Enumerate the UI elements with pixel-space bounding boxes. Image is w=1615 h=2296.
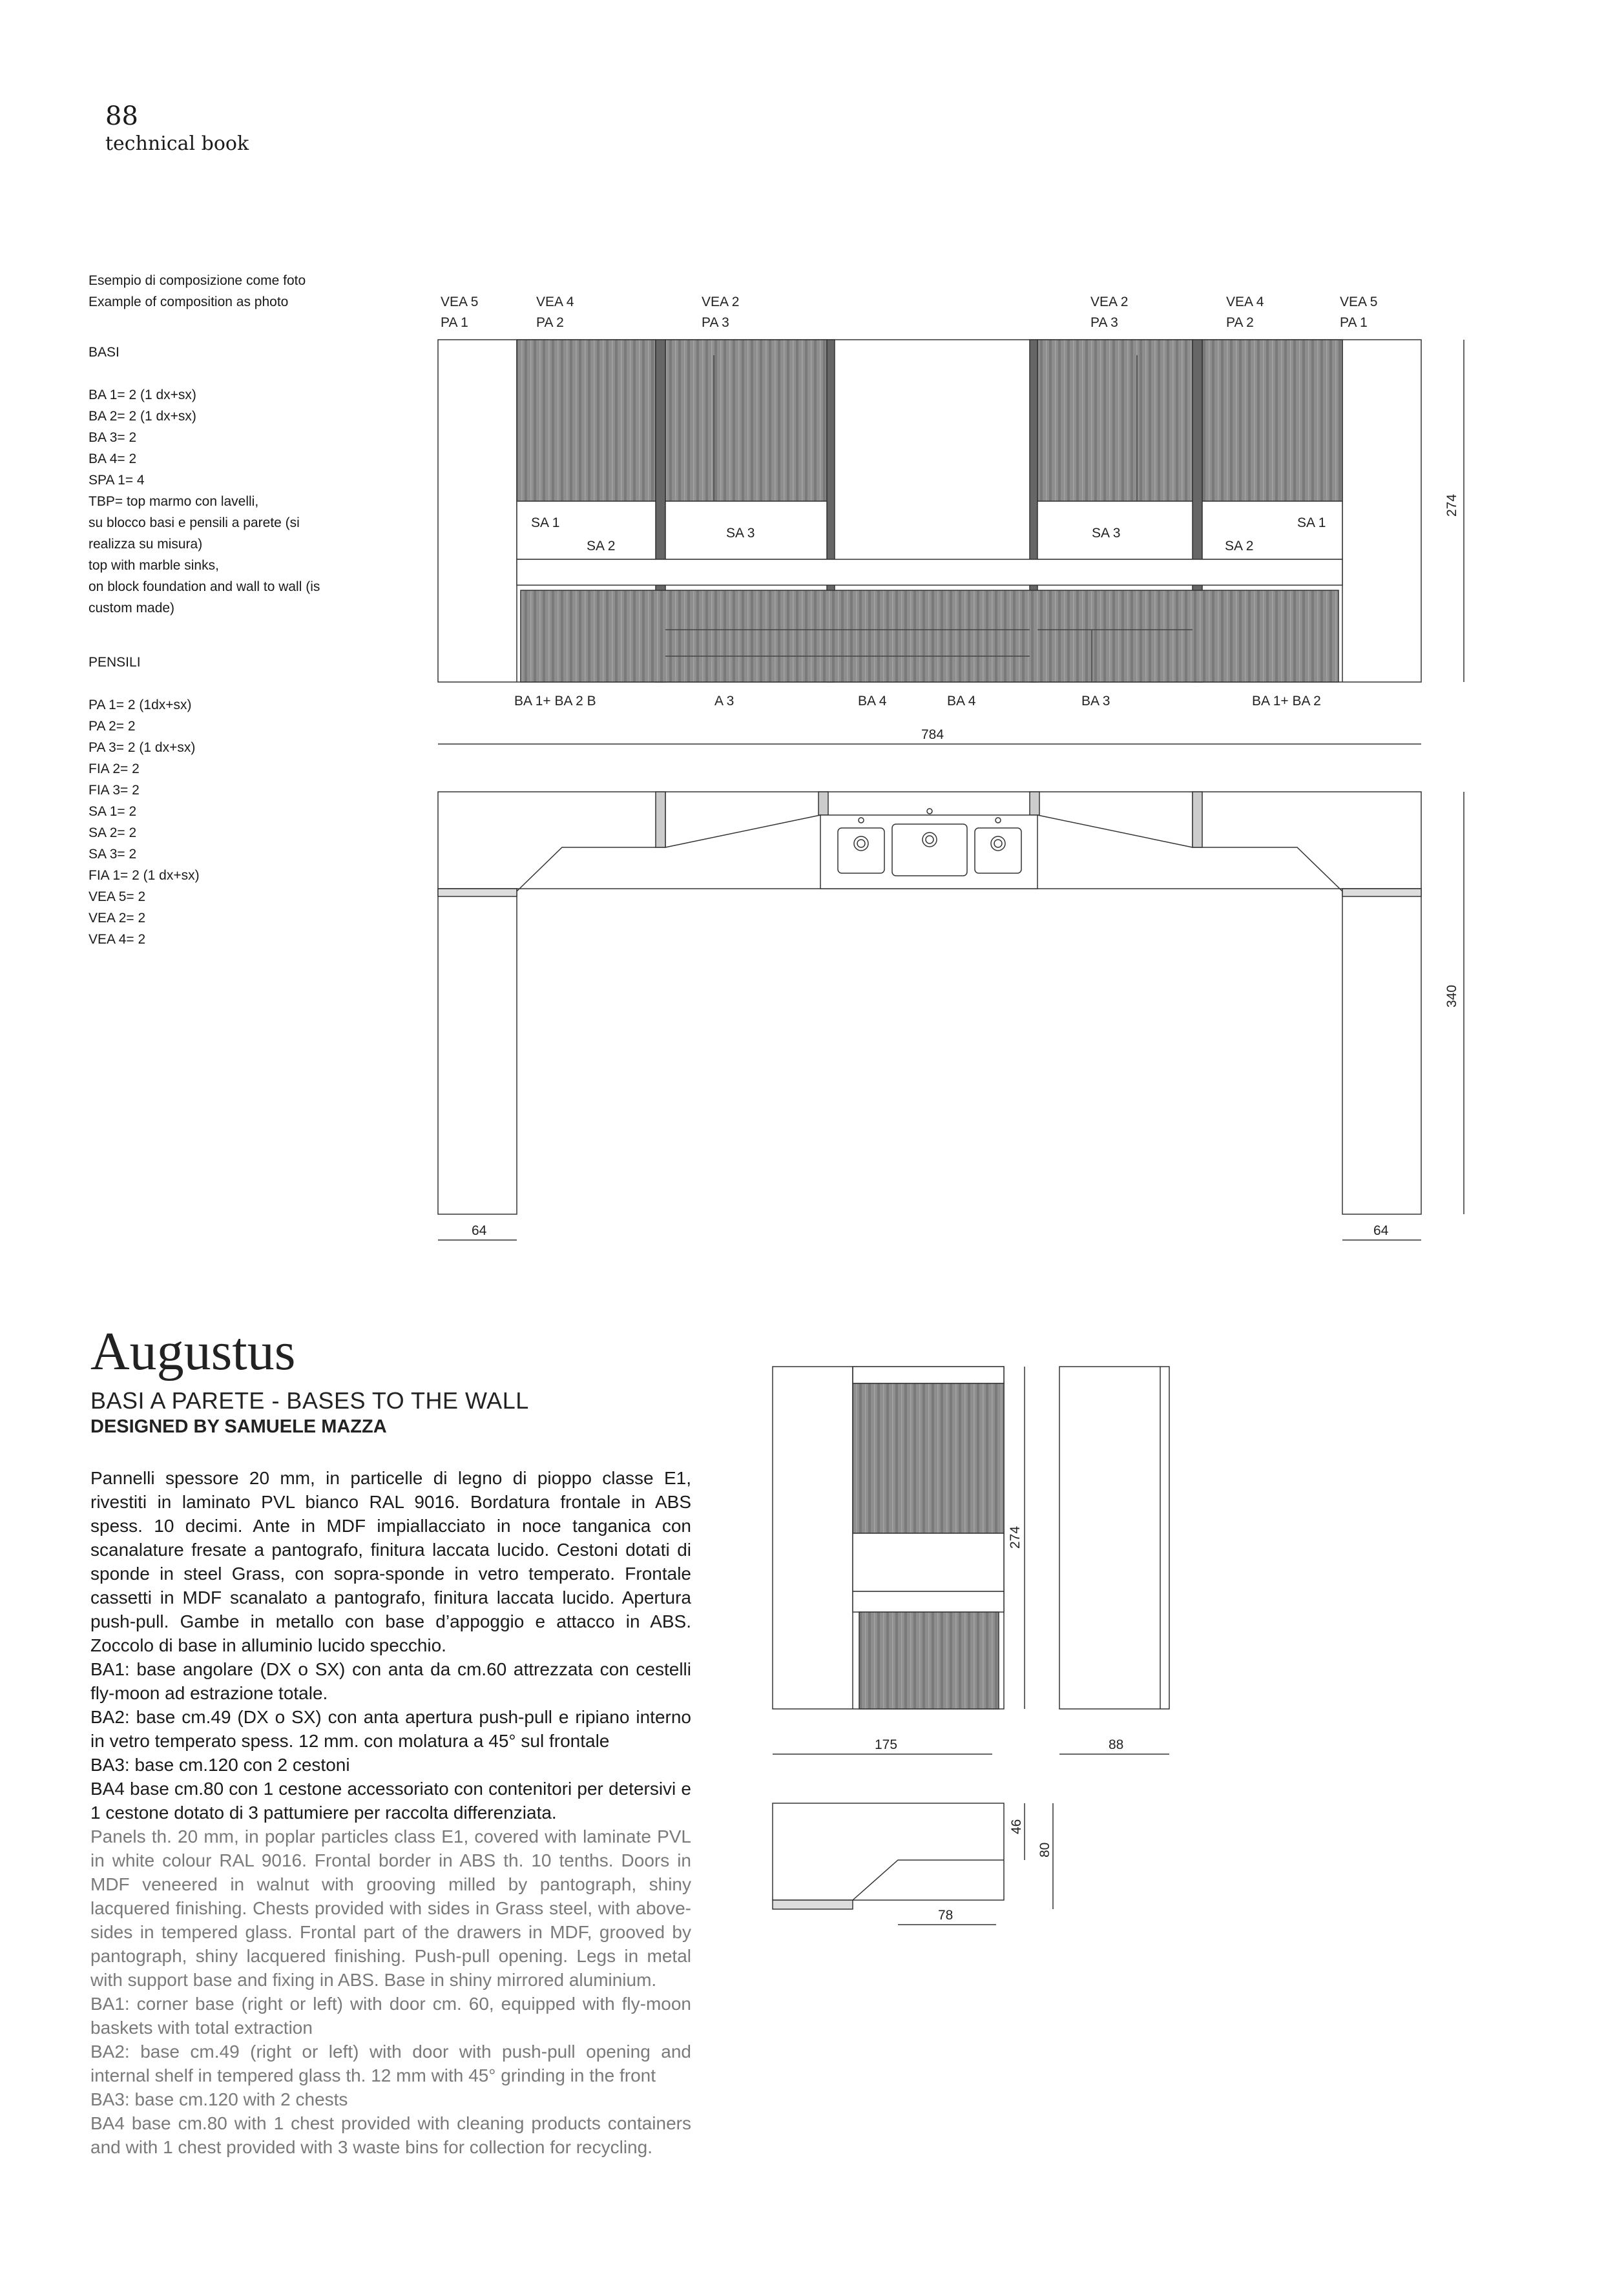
product-description <box>90 1466 691 2159</box>
desc-en-paragraph: BA4 base cm.80 with 1 chest provided with cleaning products containers and with 1 chest provided with 3 waste bins for collection for recycling. <box>90 2113 691 2157</box>
vea-label: VEA 2 <box>1090 295 1129 309</box>
vea-label: VEA 5 <box>1340 295 1378 309</box>
legend-pensili-item: PA 1= 2 (1dx+sx) <box>89 698 192 712</box>
desc-en-paragraph: Panels th. 20 mm, in poplar particles class E1, covered with laminate PVL in white colour RAL 9016. Frontal border in ABS th. 10 tenths. Doors in MDF veneered in walnut with grooving milled by pantograph, shiny lacquered finishing. Chests provided with sides in Grass steel, with above-sides in tempered glass. Frontal part of the drawers in MDF, grooved by pantograph, shiny lacquered finishing. Push-pull opening. Legs in metal with support base and fixing in ABS. Base in shiny mirrored aluminium. <box>90 1826 691 1990</box>
plan-view <box>438 792 1421 1214</box>
left-dimension: 64 <box>472 1223 487 1238</box>
legend-intro-en: Example of composition as photo <box>89 295 289 309</box>
pa-label: PA 3 <box>1090 315 1118 330</box>
shelf-label: SA 1 <box>1297 515 1326 530</box>
base-label: A 3 <box>714 694 735 708</box>
base-label: BA 4 <box>858 694 887 708</box>
legend-basi-item: BA 2= 2 (1 dx+sx) <box>89 409 196 424</box>
front-elevation <box>438 340 1421 682</box>
pa-label: PA 1 <box>1340 315 1368 330</box>
legend-pensili-item: SA 1= 2 <box>89 804 137 819</box>
pa-label: PA 3 <box>702 315 729 330</box>
product-designer: DESIGNED BY SAMUELE MAZZA <box>90 1416 387 1437</box>
product-title: Augustus <box>90 1321 296 1381</box>
base-label: BA 3 <box>1081 694 1110 708</box>
legend-intro-it: Esempio di composizione come foto <box>89 273 306 288</box>
detail-dim-b: 80 <box>1037 1842 1052 1857</box>
page-subtitle: technical book <box>105 132 249 155</box>
page-number: 88 <box>105 101 138 131</box>
legend-pensili-item: SA 2= 2 <box>89 825 137 840</box>
detail-dim-a: 46 <box>1009 1819 1024 1834</box>
legend-basi-item: top with marble sinks, <box>89 558 219 573</box>
shelf-label: SA 3 <box>726 526 755 541</box>
legend-pensili-item: VEA 5= 2 <box>89 889 146 904</box>
right-dimension: 64 <box>1373 1223 1389 1238</box>
base-label: BA 1+ BA 2 <box>1252 694 1321 708</box>
elevation-base-labels <box>514 694 1321 708</box>
desc-en-paragraph: BA2: base cm.49 (right or left) with door with push-pull opening and internal shelf in tempered glass th. 12 mm with 45° grinding in the front <box>90 2042 691 2085</box>
shelf-label: SA 1 <box>531 515 560 530</box>
width-dimension: 784 <box>921 727 944 742</box>
legend-pensili-item: FIA 3= 2 <box>89 783 140 798</box>
elevation-top-labels <box>441 295 1377 330</box>
front-width-dimension: 175 <box>875 1737 898 1752</box>
pa-label: PA 2 <box>1226 315 1254 330</box>
vea-label: VEA 4 <box>1226 295 1264 309</box>
base-label: BA 1+ BA 2 B <box>514 694 596 708</box>
legend-basi-item: on block foundation and wall to wall (is <box>89 579 320 594</box>
legend-basi-item: BA 1= 2 (1 dx+sx) <box>89 388 196 402</box>
base-label: BA 4 <box>947 694 976 708</box>
shelf-label: SA 2 <box>1225 539 1254 553</box>
desc-en-paragraph: BA1: corner base (right or left) with door cm. 60, equipped with fly-moon baskets with total extraction <box>90 1994 691 2038</box>
vea-label: VEA 4 <box>536 295 574 309</box>
legend-pensili-item: VEA 4= 2 <box>89 932 146 947</box>
desc-it-paragraph: BA3: base cm.120 con 2 cestoni <box>90 1755 350 1775</box>
legend-basi-item: TBP= top marmo con lavelli, <box>89 494 259 509</box>
desc-it-paragraph: BA4 base cm.80 con 1 cestone accessoriato con contenitori per detersivi e 1 cestone dotato di 3 pattumiere per raccolta differenziata. <box>90 1779 691 1823</box>
legend-pensili-item: PA 2= 2 <box>89 719 136 734</box>
pa-label: PA 2 <box>536 315 564 330</box>
side-height-dimension: 274 <box>1008 1525 1023 1549</box>
legend-basi-item: realizza su misura) <box>89 537 203 552</box>
shelf-label: SA 3 <box>1092 526 1121 541</box>
desc-en-paragraph: BA3: base cm.120 with 2 chests <box>90 2089 348 2109</box>
vea-label: VEA 5 <box>441 295 479 309</box>
side-width-dimension: 88 <box>1109 1737 1124 1752</box>
depth-dimension: 340 <box>1444 984 1459 1008</box>
legend-pensili-title: PENSILI <box>89 655 141 670</box>
legend-pensili-item: FIA 2= 2 <box>89 761 140 776</box>
product-subtitle: BASI A PARETE - BASES TO THE WALL <box>90 1387 529 1414</box>
legend-basi-title: BASI <box>89 345 120 360</box>
legend-basi-item: SPA 1= 4 <box>89 473 145 488</box>
height-dimension: 274 <box>1444 493 1459 517</box>
legend-basi-item: BA 3= 2 <box>89 430 137 445</box>
legend-pensili-item: VEA 2= 2 <box>89 911 146 926</box>
desc-it-paragraph: BA1: base angolare (DX o SX) con anta da cm.60 attrezzata con cestelli fly-moon ad estrazione totale. <box>90 1659 691 1703</box>
legend-basi-item: su blocco basi e pensili a parete (si <box>89 515 300 530</box>
desc-it-paragraph: Pannelli spessore 20 mm, in particelle di legno di pioppo classe E1, rivestiti in laminato PVL bianco RAL 9016. Bordatura frontale in ABS spess. 10 decimi. Ante in MDF impiallacciato in noce tanganica con scanalature fresate a pantografo, finitura laccata lucido. Cestoni dotati di sponde in steel Grass, con sopra-sponde in vetro temperato. Frontale cassetti in MDF scanalato a pantografo, finitura laccata lucido. Apertura push-pull. Gambe in metallo con base d’appoggio e attacco in ABS. Zoccolo di base in alluminio lucido specchio. <box>90 1468 691 1655</box>
desc-it-paragraph: BA2: base cm.49 (DX o SX) con anta apertura push-pull e ripiano interno in vetro temperato spess. 12 mm. con molatura a 45° sul frontale <box>90 1707 691 1751</box>
side-views <box>773 1367 1169 1925</box>
legend-basi-item: BA 4= 2 <box>89 451 137 466</box>
legend-pensili-item: PA 3= 2 (1 dx+sx) <box>89 740 196 755</box>
vea-label: VEA 2 <box>702 295 740 309</box>
shelf-label: SA 2 <box>587 539 616 553</box>
legend-pensili-item: SA 3= 2 <box>89 847 137 862</box>
legend-pensili-item: FIA 1= 2 (1 dx+sx) <box>89 868 200 883</box>
pa-label: PA 1 <box>441 315 468 330</box>
detail-width: 78 <box>938 1908 953 1923</box>
legend-basi-item: custom made) <box>89 601 175 615</box>
